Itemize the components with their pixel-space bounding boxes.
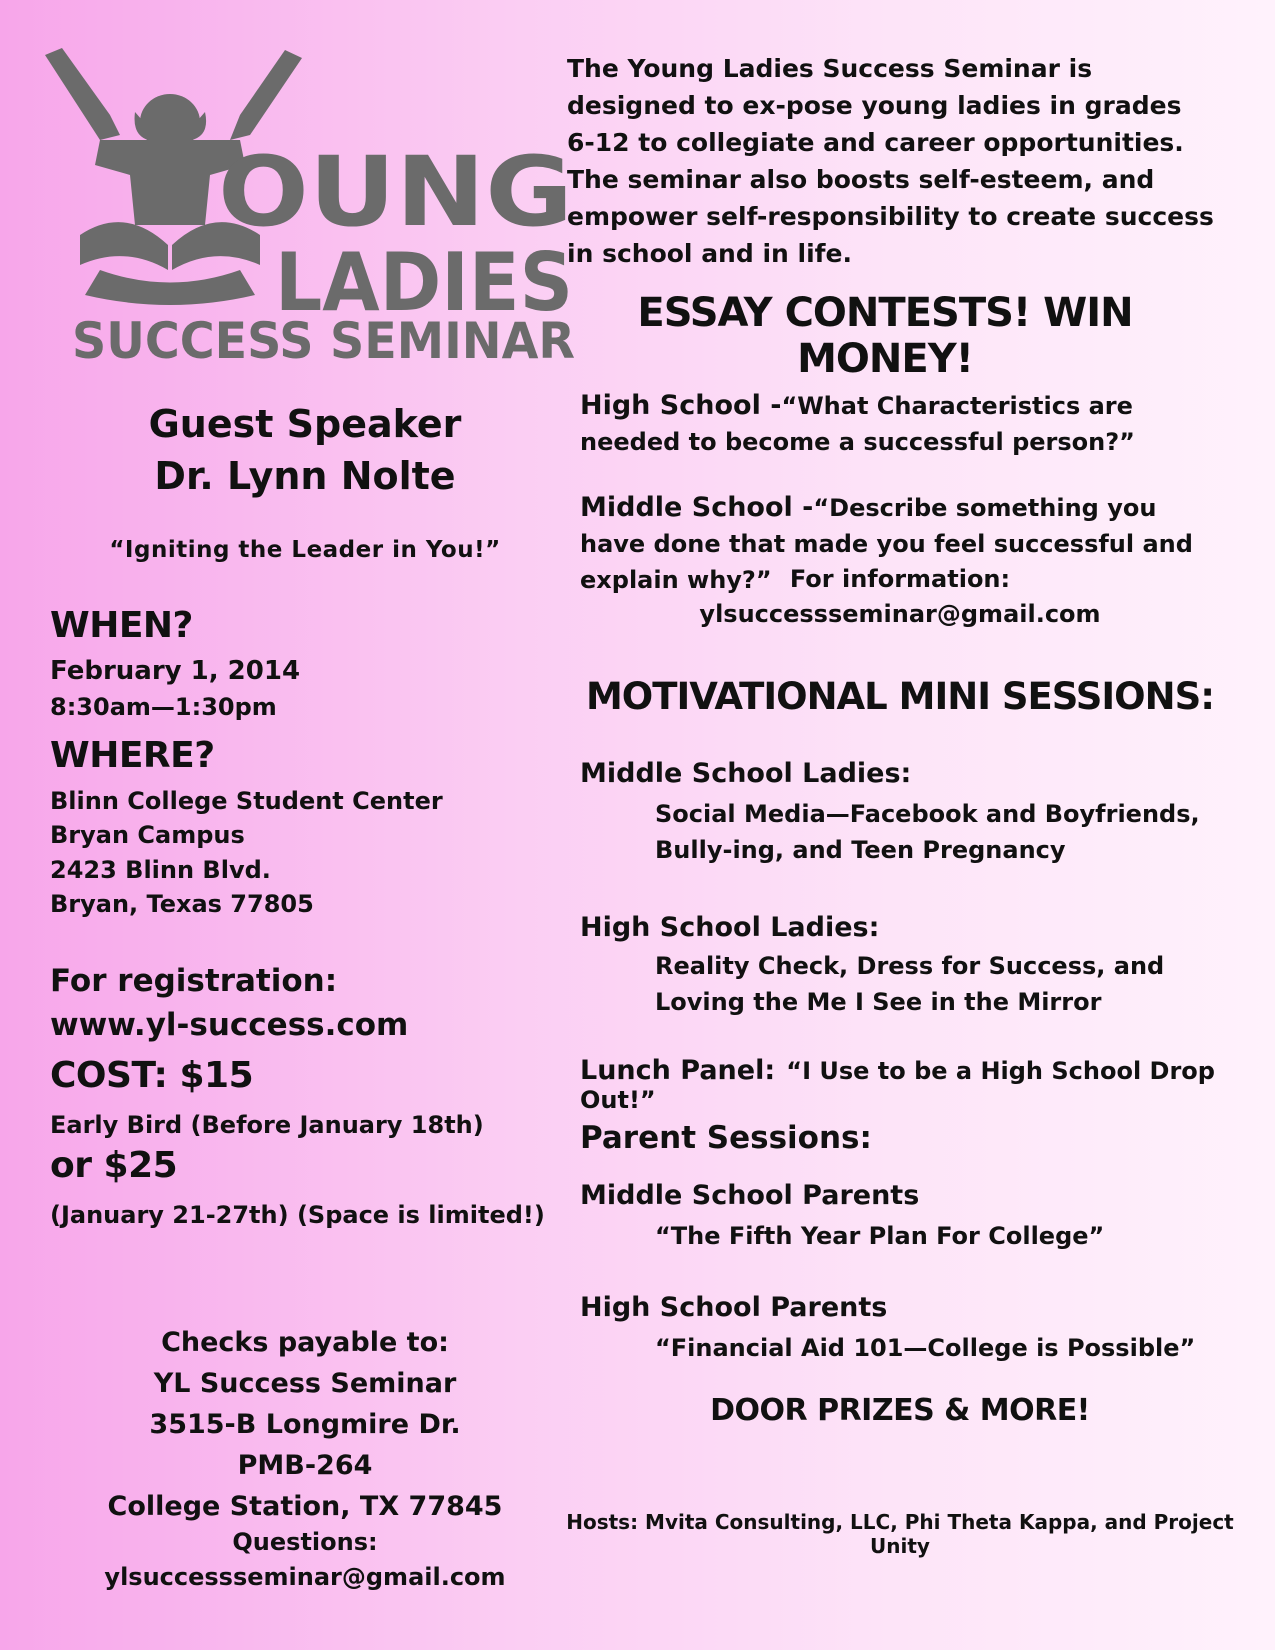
hs-parents-topic: “Financial Aid 101—College is Possible” — [655, 1334, 1196, 1362]
ms-parents-topic: “The Fifth Year Plan For College” — [655, 1222, 1105, 1250]
speaker-tagline: “Igniting the Leader in You!” — [109, 537, 501, 563]
essay-contest-heading: ESSAY CONTESTS! WIN MONEY! — [637, 290, 1133, 382]
essay-high-school — [580, 388, 1220, 460]
guest-speaker-name: Dr. Lynn Nolte — [154, 454, 456, 498]
event-time: 8:30am—1:30pm — [50, 693, 277, 721]
essay-high-school-label: High School - — [580, 390, 782, 421]
cost-regular: or $25 — [50, 1145, 178, 1186]
hs-ladies-heading: High School Ladies: — [580, 912, 880, 943]
cost-early: COST: $15 — [50, 1055, 254, 1096]
door-prizes: DOOR PRIZES & MORE! — [710, 1393, 1090, 1428]
checks-label: Checks payable to: — [161, 1327, 449, 1358]
essay-middle-school-label: Middle School - — [580, 492, 814, 523]
ms-ladies-topics: Social Media—Facebook and Boyfriends, Bully-ing, and Teen Pregnancy — [655, 800, 1200, 864]
guest-speaker-label: Guest Speaker — [148, 402, 462, 446]
checks-street: 3515-B Longmire Dr. — [149, 1409, 461, 1440]
info-label: For information: — [789, 565, 1011, 593]
address-line-1: Blinn College Student Center — [50, 787, 443, 815]
intro-paragraph: The Young Ladies Success Seminar is designed to ex-pose young ladies in grades 6-12 to collegiate and career opportunities. The seminar also boosts self-esteem, and empower self-responsibility to create success in school and in life. — [567, 54, 1214, 268]
checks-payee: YL Success Seminar — [153, 1368, 457, 1399]
guest-speaker — [60, 398, 550, 502]
logo-line1: OUNG — [218, 136, 573, 248]
essay-high-school-question: “What Characteristics are needed to become a successful person?” — [580, 392, 1135, 456]
essay-middle-school-question: “Describe something you have done that made you feel successful and explain why?” — [580, 494, 1193, 594]
lunch-panel-label: Lunch Panel: — [580, 1055, 776, 1086]
registration-label: For registration: — [50, 963, 338, 999]
when-heading: WHEN? — [50, 605, 193, 646]
hs-ladies-topics: Reality Check, Dress for Success, and Loving the Me I See in the Mirror — [655, 952, 1165, 1016]
parent-sessions-heading: Parent Sessions: — [580, 1120, 872, 1156]
questions — [60, 1525, 550, 1595]
ms-parents-heading: Middle School Parents — [580, 1180, 920, 1211]
checks-city: College Station, TX 77845 — [107, 1491, 503, 1522]
mini-sessions-heading: MOTIVATIONAL MINI SESSIONS: — [585, 675, 1215, 718]
hs-parents-heading: High School Parents — [580, 1292, 888, 1323]
hosts: Hosts: Mvita Consulting, LLC, Phi Theta Kappa, and Project Unity — [566, 1510, 1234, 1558]
checks-pmb: PMB-264 — [237, 1450, 373, 1481]
questions-email-link[interactable]: ylsuccessseminar@gmail.com — [104, 1563, 506, 1591]
logo-line3: SUCCESS SEMINAR — [72, 312, 575, 360]
event-date: February 1, 2014 — [50, 656, 301, 686]
questions-label: Questions: — [232, 1528, 378, 1556]
address-line-2: Bryan Campus — [50, 821, 245, 849]
where-heading: WHERE? — [50, 735, 215, 776]
regular-dates-note: (January 21-27th) (Space is limited!) — [50, 1201, 545, 1229]
checks-payable — [60, 1322, 550, 1527]
registration-url-link[interactable]: www.yl-success.com — [50, 1007, 409, 1043]
lunch-panel-title: “I Use to be a High School Drop Out!” — [580, 1057, 1215, 1114]
info-email-link[interactable]: ylsuccessseminar@gmail.com — [699, 600, 1101, 628]
young-ladies-logo — [40, 40, 580, 360]
early-bird-note: Early Bird (Before January 18th) — [50, 1111, 484, 1139]
address-line-4: Bryan, Texas 77805 — [50, 890, 314, 918]
lunch-panel — [580, 1055, 1230, 1114]
logo-line2: LADIES — [275, 236, 573, 329]
address-line-3: 2423 Blinn Blvd. — [50, 856, 271, 884]
ms-ladies-heading: Middle School Ladies: — [580, 758, 912, 789]
